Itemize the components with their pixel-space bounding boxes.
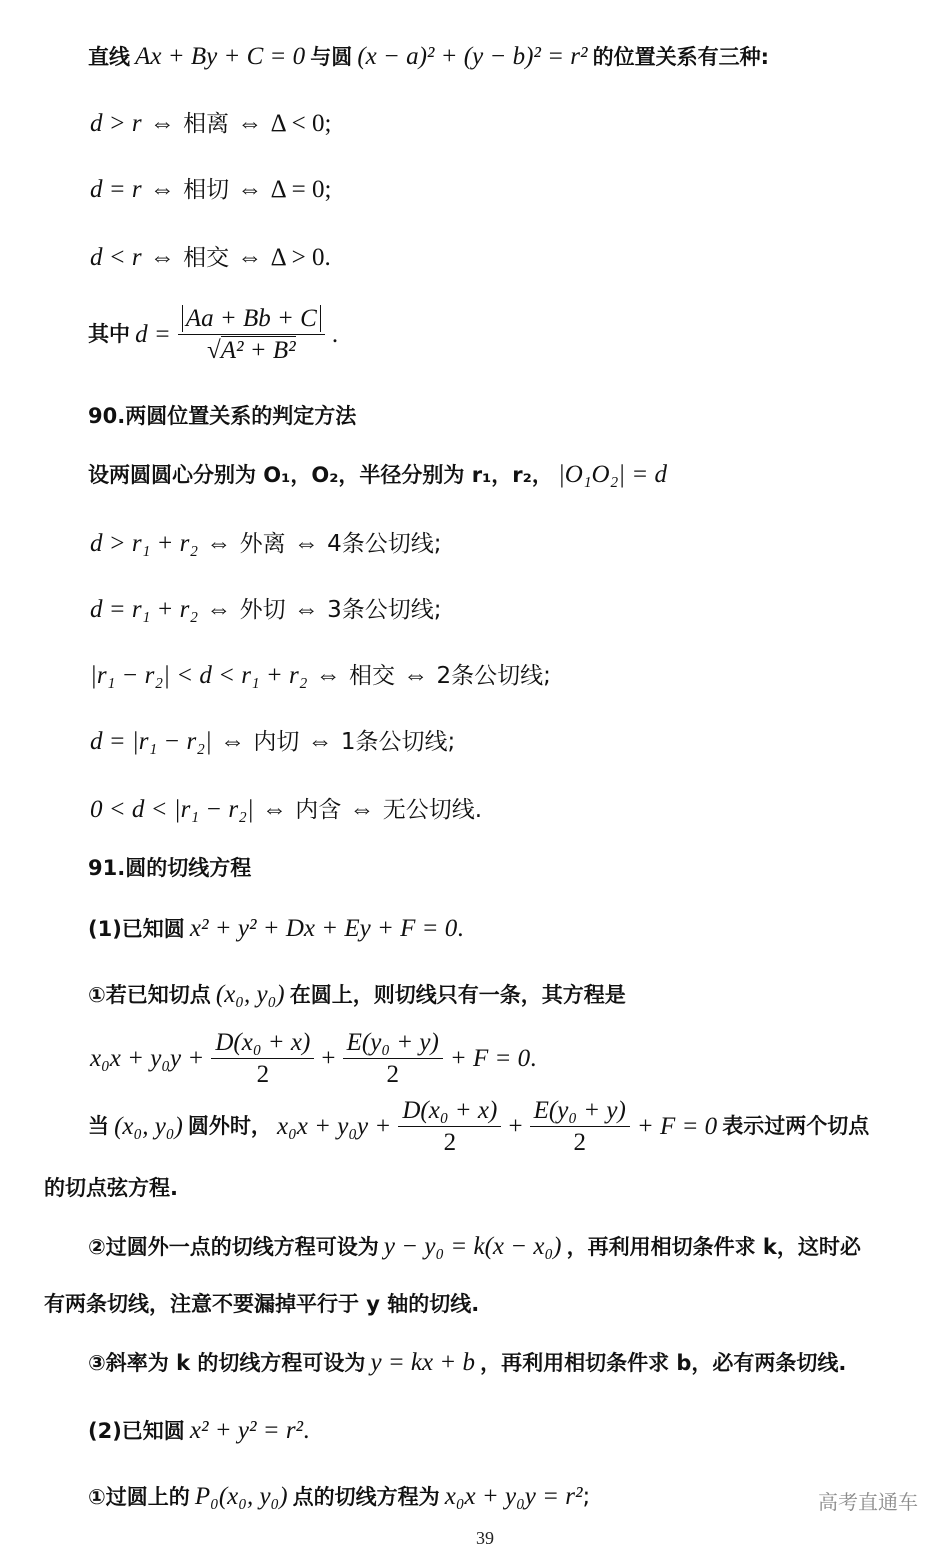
when-prefix: 当 (88, 1114, 109, 1138)
part2-equation: x² + y² = r² (189, 1417, 304, 1444)
chord-text: 的切点弦方程. (44, 1176, 178, 1200)
relation-name: 相离 (183, 111, 230, 137)
item1-prefix: ①若已知切点 (88, 983, 211, 1007)
when-suffix: 表示过两个切点 (722, 1114, 870, 1138)
line-equation: Ax + By + C = 0 (135, 43, 306, 70)
item4-mid: 点的切线方程为 (292, 1485, 440, 1509)
fraction-denominator: 2 (386, 1061, 399, 1088)
relation-condition: d < r (90, 244, 142, 271)
fraction-denominator: 2 (573, 1129, 586, 1156)
fraction-numerator: D(x₀ + x) (211, 1030, 314, 1059)
case-condition: d = |r₁ − r₂| (90, 728, 212, 755)
case-tangents: 无公切线 (382, 797, 475, 823)
fraction-numerator: E(y₀ + y) (530, 1098, 630, 1127)
part1-equation: x² + y² + Dx + Ey + F = 0 (189, 915, 458, 942)
iff-symbol: ⇔ (237, 110, 263, 137)
item2-equation: y − y₀ = k(x − x₀) (383, 1233, 562, 1260)
relation-row (90, 244, 331, 270)
case-end: ; (543, 663, 551, 689)
part2-label: (2)已知圆 (88, 1419, 185, 1443)
intro-line (88, 44, 769, 69)
relation-delta: Δ = 0 (270, 176, 325, 203)
section-90-setup (88, 462, 667, 487)
iff-symbol: ⇔ (237, 176, 263, 203)
iff-symbol: ⇔ (315, 662, 341, 689)
eq-fraction-d (398, 1098, 501, 1155)
case-condition: |r₁ − r₂| < d < r₁ + r₂ (90, 662, 308, 689)
item2-suffix: ，再利用相切条件求 k，这时必 (566, 1235, 861, 1259)
case-end: . (474, 797, 483, 823)
part2-line: (2)已知圆 x² + y² = r². (88, 1417, 310, 1444)
when-mid: 圆外时， (187, 1114, 272, 1138)
iff-symbol: ⇔ (206, 530, 232, 557)
iff-symbol: ⇔ (149, 176, 175, 203)
fraction-numerator: D(x₀ + x) (398, 1098, 501, 1127)
iff-symbol: ⇔ (237, 244, 263, 271)
item1-suffix: 在圆上，则切线只有一条，其方程是 (289, 983, 626, 1007)
fraction-numerator (178, 306, 325, 335)
where-prefix: 其中 (88, 322, 130, 346)
item4-point: P₀(x₀, y₀) (194, 1483, 288, 1510)
eq-lhs: x₀x + y₀y + (90, 1045, 205, 1072)
circle-relation-row (90, 530, 442, 556)
when-line: 当 (x₀, y₀) 圆外时， x₀x + y₀y + $\frac{\text{D(x₀ + x)}}{2}$ + $\frac{\text{E(y₀ + y)}}{2}$ + F = 0 表示过两个切点 (88, 1097, 870, 1156)
where-lhs: d = (135, 321, 171, 348)
setup-math: |O₁O₂| = d (557, 461, 668, 488)
fraction-denominator: 2 (256, 1061, 270, 1088)
fraction-denominator: 2 (443, 1129, 457, 1156)
iff-symbol: ⇔ (206, 596, 232, 623)
item4-end: ; (582, 1484, 591, 1510)
item3-prefix: ③斜率为 k 的切线方程可设为 (88, 1351, 366, 1375)
section-90-title: 90.两圆位置关系的判定方法 (88, 404, 357, 428)
case-end: ; (447, 729, 456, 755)
item3-equation: y = kx + b (370, 1349, 475, 1376)
iff-symbol: ⇔ (149, 244, 175, 271)
setup-text: 设两圆圆心分别为 O₁，O₂，半径分别为 r₁，r₂， (88, 463, 553, 487)
item3-line (88, 1350, 846, 1375)
case-condition: 0 < d < |r₁ − r₂| (90, 796, 254, 823)
iff-symbol: ⇔ (293, 530, 319, 557)
relation-name: 相切 (183, 177, 230, 203)
fraction-denominator (178, 335, 325, 363)
distance-formula (88, 306, 338, 363)
watermark: 高考直通车 (818, 1490, 918, 1514)
iff-symbol: ⇔ (220, 728, 246, 755)
relation-delta: Δ > 0 (270, 244, 325, 271)
case-tangents: 3条公切线 (327, 597, 434, 623)
item4-equation: x₀x + y₀y = r² (444, 1483, 583, 1510)
abs-value: Aa + Bb + C (182, 305, 321, 332)
item1-line (88, 982, 626, 1007)
eq-rhs: + F = 0 (449, 1045, 531, 1072)
iff-symbol: ⇔ (349, 796, 375, 823)
iff-symbol: ⇔ (307, 728, 333, 755)
relation-row (90, 110, 331, 136)
sqrt-radicand: A² + B² (220, 337, 296, 364)
iff-symbol: ⇔ (403, 662, 429, 689)
case-relation: 外切 (239, 597, 286, 623)
item2-line (88, 1234, 861, 1259)
case-end: ; (433, 597, 442, 623)
case-condition: d = r₁ + r₂ (90, 596, 199, 623)
case-relation: 内含 (295, 797, 342, 823)
tangent-equation: x₀x + y₀y + $\frac{\text{D(x₀ + x)}}{2}$ + $\frac{\text{E(y₀ + y)}}{2}$ + F = 0. (90, 1029, 537, 1088)
item2-line2: 有两条切线，注意不要漏掉平行于 y 轴的切线. (44, 1292, 480, 1316)
page-number: 39 (476, 1528, 494, 1548)
eq-fraction-e (530, 1098, 630, 1155)
case-relation: 内切 (253, 729, 300, 755)
case-tangents: 1条公切线 (340, 729, 448, 755)
part1-line: (1)已知圆 x² + y² + Dx + Ey + F = 0. (88, 915, 464, 942)
sqrt-symbol: √ (206, 337, 221, 364)
item2-prefix: ②过圆外一点的切线方程可设为 (88, 1235, 379, 1259)
distance-fraction (178, 306, 325, 363)
item4-line (88, 1484, 590, 1509)
when-point: (x₀, y₀) (114, 1113, 183, 1140)
iff-symbol: ⇔ (293, 596, 319, 623)
case-condition: d > r₁ + r₂ (90, 530, 199, 557)
relation-end: . (324, 244, 331, 271)
eq-lhs: x₀x + y₀y + (277, 1113, 392, 1140)
circle-relation-row (90, 662, 551, 688)
item3-suffix: ，再利用相切条件求 b，必有两条切线. (480, 1351, 847, 1375)
case-relation: 外离 (239, 531, 286, 557)
circle-equation: (x − a)² + (y − b)² = r² (357, 43, 588, 70)
relation-name: 相交 (183, 245, 230, 271)
part1-label: (1)已知圆 (88, 917, 185, 941)
circle-relation-row (90, 796, 482, 822)
intro-suffix: 的位置关系有三种: (592, 45, 770, 69)
eq-fraction-e (343, 1030, 443, 1087)
section-91-title: 91.圆的切线方程 (88, 856, 252, 880)
relation-end: ; (324, 110, 332, 137)
iff-symbol: ⇔ (149, 110, 175, 137)
case-end: ; (433, 531, 442, 557)
where-end: . (331, 321, 339, 348)
relation-end: ; (324, 176, 332, 203)
case-tangents: 2条公切线 (436, 663, 544, 689)
iff-symbol: ⇔ (261, 796, 287, 823)
circle-relation-row (90, 596, 442, 622)
item4-prefix: ①过圆上的 (88, 1485, 190, 1509)
relation-condition: d = r (90, 176, 142, 203)
case-tangents: 4条公切线 (327, 531, 434, 557)
eq-rhs: + F = 0 (636, 1113, 718, 1140)
fraction-numerator: E(y₀ + y) (343, 1030, 443, 1059)
relation-condition: d > r (90, 110, 142, 137)
relation-delta: Δ < 0 (270, 110, 325, 137)
intro-prefix: 直线 (88, 45, 130, 69)
case-relation: 相交 (348, 663, 395, 689)
circle-relation-row (90, 728, 455, 754)
relation-row (90, 176, 331, 202)
eq-fraction-d (211, 1030, 314, 1087)
item1-point: (x₀, y₀) (215, 981, 285, 1008)
intro-mid: 与圆 (310, 45, 353, 69)
